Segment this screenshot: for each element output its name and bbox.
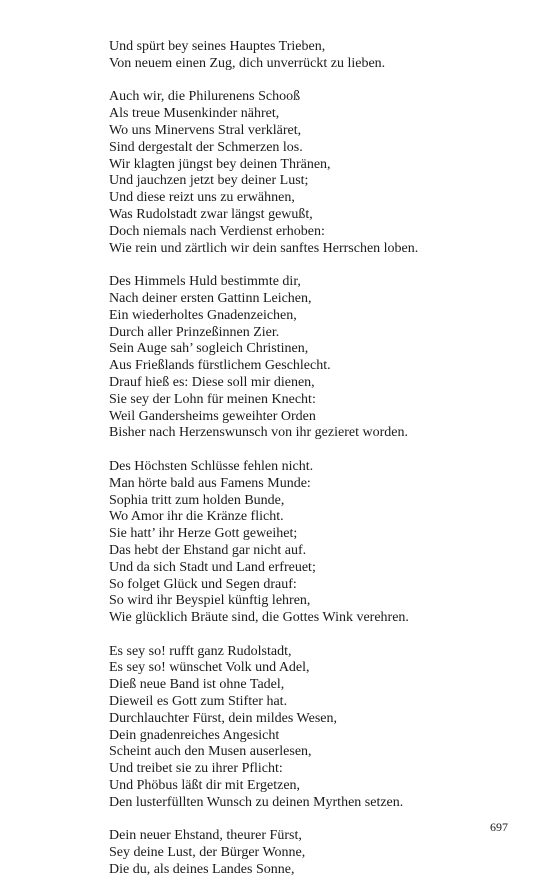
verse-line: Und jauchzen jetzt bey deiner Lust; xyxy=(109,173,309,189)
verse-line: Und diese reizt uns zu erwähnen, xyxy=(109,190,295,206)
verse-line: Von neuem einen Zug, dich unverrückt zu lieben. xyxy=(109,55,386,71)
verse-line: Dein gnadenreiches Angesicht xyxy=(109,727,280,743)
verse-line: Was Rudolstadt zwar längst gewußt, xyxy=(109,206,313,222)
verse-line: Das hebt der Ehstand gar nicht auf. xyxy=(109,542,307,558)
verse-line: Nach deiner ersten Gattinn Leichen, xyxy=(109,290,312,306)
verse-line: Man hörte bald aus Famens Munde: xyxy=(109,475,311,491)
verse-line: Wie rein und zärtlich wir dein sanftes Herrschen loben. xyxy=(109,240,419,256)
verse-line: Wo uns Minervens Stral verkläret, xyxy=(109,122,302,138)
verse-line: Dieß neue Band ist ohne Tadel, xyxy=(109,677,285,693)
stanza xyxy=(109,89,509,257)
stanza xyxy=(109,644,509,812)
poem-text xyxy=(109,39,509,896)
verse-line: Und da sich Stadt und Land erfreuet; xyxy=(109,559,316,575)
page-number: 697 xyxy=(490,820,508,834)
verse-line: Es sey so! wünschet Volk und Adel, xyxy=(109,660,310,676)
stanza xyxy=(109,274,509,442)
verse-line: Aus Frießlands fürstlichem Geschlecht. xyxy=(109,358,331,374)
verse-line: Sein Auge sah’ sogleich Christinen, xyxy=(109,341,309,357)
verse-line: Auch wir, die Philurenens Schooß xyxy=(109,89,301,105)
verse-line: Scheint auch den Musen auserlesen, xyxy=(109,744,312,760)
stanza xyxy=(109,459,509,627)
verse-line: Wie glücklich Bräute sind, die Gottes Wink verehren. xyxy=(109,610,409,626)
verse-line: Es sey so! rufft ganz Rudolstadt, xyxy=(109,643,292,659)
verse-line: Durchlauchter Fürst, dein mildes Wesen, xyxy=(109,710,338,726)
verse-line: Wir klagten jüngst bey deinen Thränen, xyxy=(109,156,331,172)
verse-line: Sind dergestalt der Schmerzen los. xyxy=(109,139,303,155)
verse-line: Die du, als deines Landes Sonne, xyxy=(109,862,295,878)
verse-line: Und spürt bey seines Hauptes Trieben, xyxy=(109,39,326,54)
verse-line: Dein neuer Ehstand, theurer Fürst, xyxy=(109,828,302,844)
verse-line: So wird ihr Beyspiel künftig lehren, xyxy=(109,593,311,609)
stanza xyxy=(109,828,509,878)
verse-line: Und Phöbus läßt dir mit Ergetzen, xyxy=(109,778,301,794)
verse-line: Sie hatt’ ihr Herze Gott geweihet; xyxy=(109,526,298,542)
verse-line: Als treue Musenkinder nähret, xyxy=(109,106,280,122)
verse-line: Drauf hieß es: Diese soll mir dienen, xyxy=(109,374,315,390)
verse-line: So folget Glück und Segen drauf: xyxy=(109,576,297,592)
verse-line: Sie sey der Lohn für meinen Knecht: xyxy=(109,391,316,407)
verse-line: Bisher nach Herzenswunsch von ihr gezieret worden. xyxy=(109,425,408,441)
verse-line: Doch niemals nach Verdienst erhoben: xyxy=(109,223,325,239)
verse-line: Und treibet sie zu ihrer Pflicht: xyxy=(109,761,283,777)
verse-line: Wo Amor ihr die Kränze flicht. xyxy=(109,509,284,525)
verse-line: Ein wiederholtes Gnadenzeichen, xyxy=(109,307,297,323)
verse-line: Sophia tritt zum holden Bunde, xyxy=(109,492,285,508)
verse-line: Des Höchsten Schlüsse fehlen nicht. xyxy=(109,458,314,474)
verse-line: Weil Gandersheims geweihter Orden xyxy=(109,408,316,424)
stanza xyxy=(109,39,509,73)
verse-line: Durch aller Prinzeßinnen Zier. xyxy=(109,324,280,340)
verse-line: Des Himmels Huld bestimmte dir, xyxy=(109,274,301,290)
verse-line: Den lusterfüllten Wunsch zu deinen Myrthen setzen. xyxy=(109,794,404,810)
verse-line: Dieweil es Gott zum Stifter hat. xyxy=(109,694,288,710)
verse-line: Sey deine Lust, der Bürger Wonne, xyxy=(109,845,306,861)
